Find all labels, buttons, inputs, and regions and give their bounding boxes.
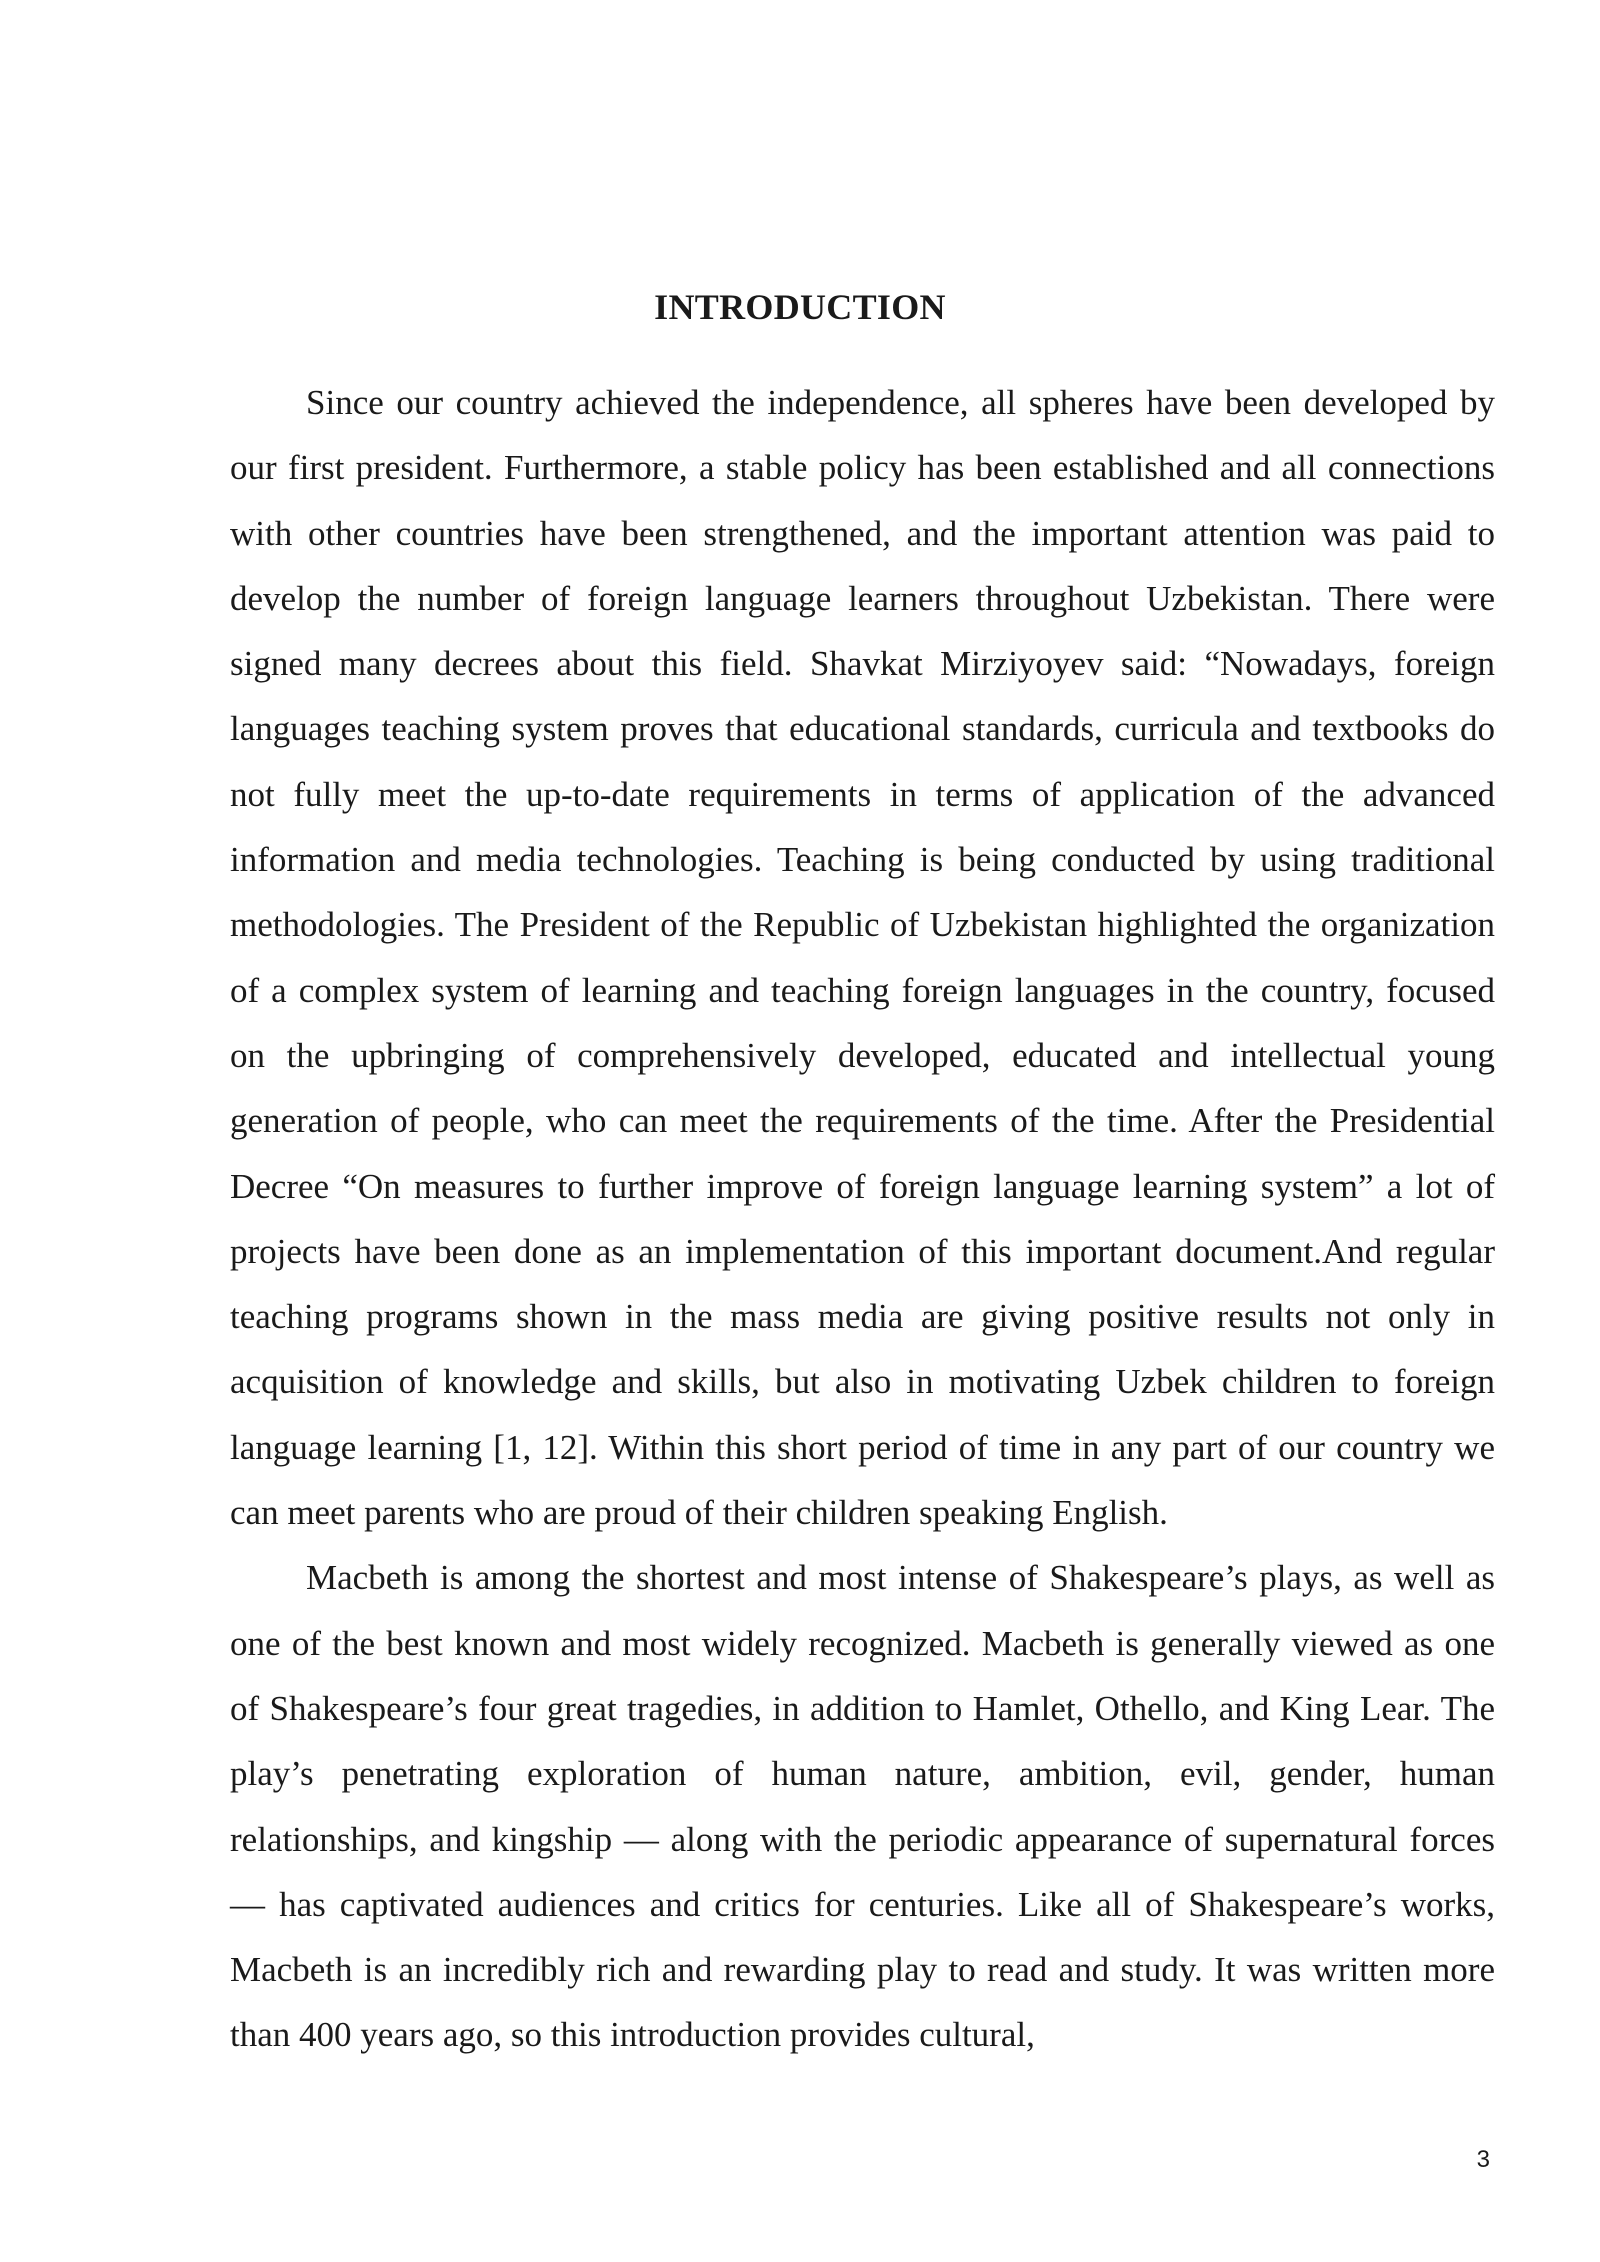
- section-title: INTRODUCTION: [654, 287, 946, 327]
- page-number: 3: [1476, 2146, 1490, 2173]
- paragraph-independence: Since our country achieved the independence, all spheres have been developed by our first president. Furthermore, a stable policy has been established and all connections with other countries have been strengthened, and the important attention was paid to develop the number of foreign language learners throughout Uzbekistan. There were signed many decrees about this field. Shavkat Mirziyoyev said: “Nowadays, foreign languages teaching system proves that educational standards, curricula and textbooks do not fully meet the up-to-date requirements in terms of application of the advanced information and media technologies. Teaching is being conducted by using traditional methodologies. The President of the Republic of Uzbekistan highlighted the organization of a complex system of learning and teaching foreign languages in the country, focused on the upbringing of comprehensively developed, educated and intellectual young generation of people, who can meet the requirements of the time. After the Presidential Decree “On measures to further improve of foreign language learning system” a lot of projects have been done as an implementation of this important document.And regular teaching programs shown in the mass media are giving positive results not only in acquisition of knowledge and skills, but also in motivating Uzbek children to foreign language learning [1, 12]. Within this short period of time in any part of our country we can meet parents who are proud of their children speaking English.: [230, 383, 1495, 1533]
- body-text: [230, 370, 1495, 2068]
- paragraph-macbeth: Macbeth is among the shortest and most intense of Shakespeare’s plays, as well as one of the best known and most widely recognized. Macbeth is generally viewed as one of Shakespeare’s four great tragedies, in addition to Hamlet, Othello, and King Lear. The play’s penetrating exploration of human nature, ambition, evil, gender, human relationships, and kingship — along with the periodic appearance of supernatural forces — has captivated audiences and critics for centuries. Like all of Shakespeare’s works, Macbeth is an incredibly rich and rewarding play to read and study. It was written more than 400 years ago, so this introduction provides cultural,: [230, 1558, 1495, 2055]
